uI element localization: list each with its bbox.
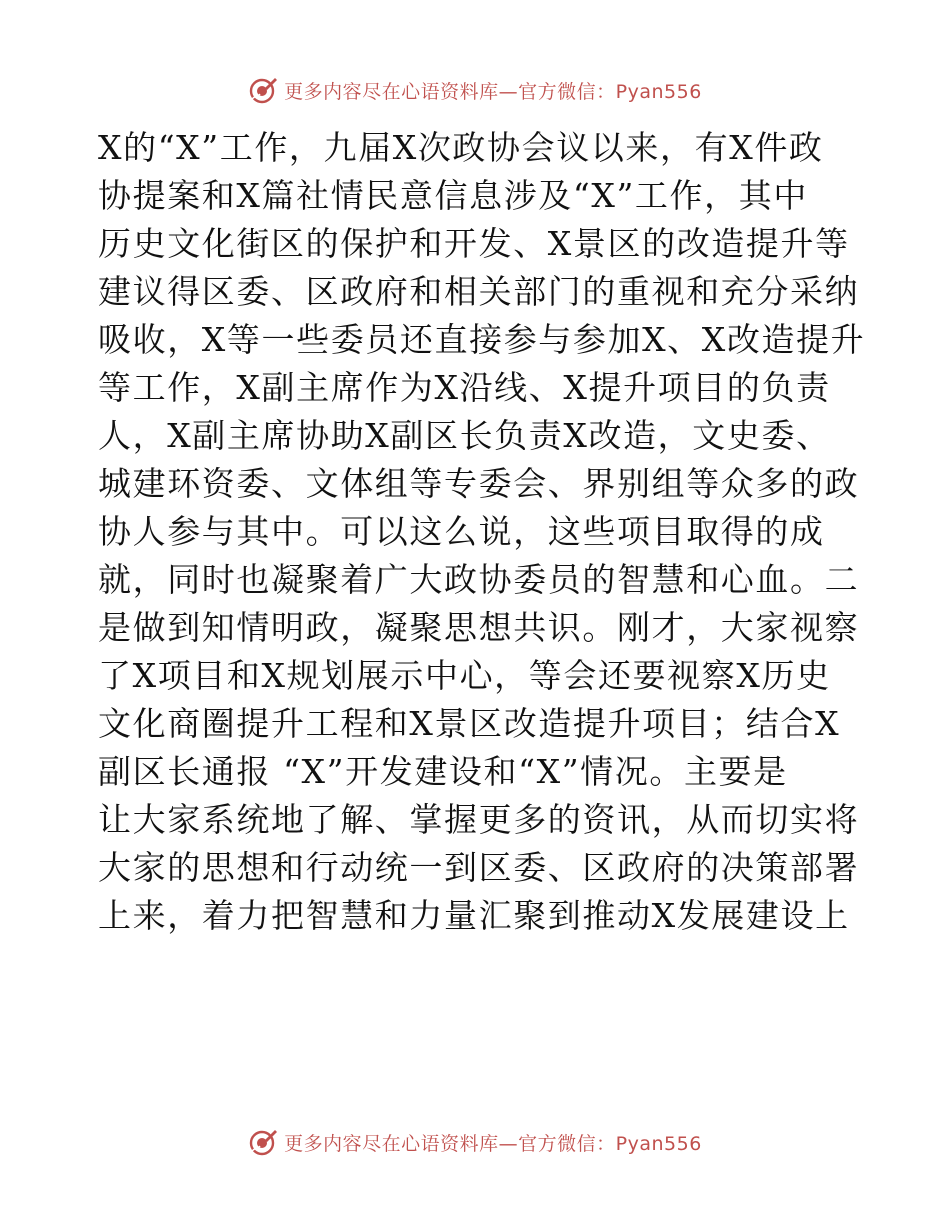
- text-line: 历史文化街区的保护和开发、X景区的改造提升等: [98, 224, 850, 263]
- seal-pen-icon: [248, 1127, 278, 1157]
- text-line: 等工作，X副主席作为X沿线、X提升项目的负责: [98, 368, 831, 407]
- header-banner-text: 更多内容尽在心语资料库—官方微信：Pyan556: [284, 80, 702, 103]
- text-line: 协人参与其中。可以这么说，这些项目取得的成: [98, 512, 825, 551]
- text-line: 文化商圈提升工程和X景区改造提升项目；结合X: [98, 704, 841, 743]
- document-body: [98, 124, 866, 940]
- text-line: 副区长通报 “X”开发建设和“X”情况。主要是: [98, 752, 788, 791]
- text-line: 大家的思想和行动统一到区委、区政府的决策部署: [98, 848, 860, 887]
- footer-banner-text: 更多内容尽在心语资料库—官方微信：Pyan556: [284, 1132, 702, 1155]
- text-line: 就，同时也凝聚着广大政协委员的智慧和心血。二: [98, 560, 860, 599]
- header-banner-inner: [248, 75, 702, 105]
- text-line: 了X项目和X规划展示中心，等会还要视察X历史: [98, 656, 831, 695]
- text-line: 让大家系统地了解、掌握更多的资讯，从而切实将: [98, 800, 860, 839]
- header-banner: [0, 72, 950, 108]
- text-line: 人，X副主席协助X副区长负责X改造，文史委、: [98, 416, 831, 455]
- footer-banner-inner: [248, 1127, 702, 1157]
- text-line: X的“X”工作，九届X次政协会议以来，有X件政: [98, 128, 824, 167]
- footer-banner: [0, 1124, 950, 1160]
- text-line: 城建环资委、文体组等专委会、界别组等众多的政: [98, 464, 860, 503]
- text-line: 协提案和X篇社情民意信息涉及“X”工作，其中: [98, 176, 808, 215]
- text-line: 上来，着力把智慧和力量汇聚到推动X发展建设上: [98, 896, 850, 935]
- text-line: 是做到知情明政，凝聚思想共识。刚才，大家视察: [98, 608, 860, 647]
- seal-pen-icon: [248, 75, 278, 105]
- text-line: 吸收，X等一些委员还直接参与参加X、X改造提升: [98, 320, 866, 359]
- text-line: 建议得区委、区政府和相关部门的重视和充分采纳: [98, 272, 860, 311]
